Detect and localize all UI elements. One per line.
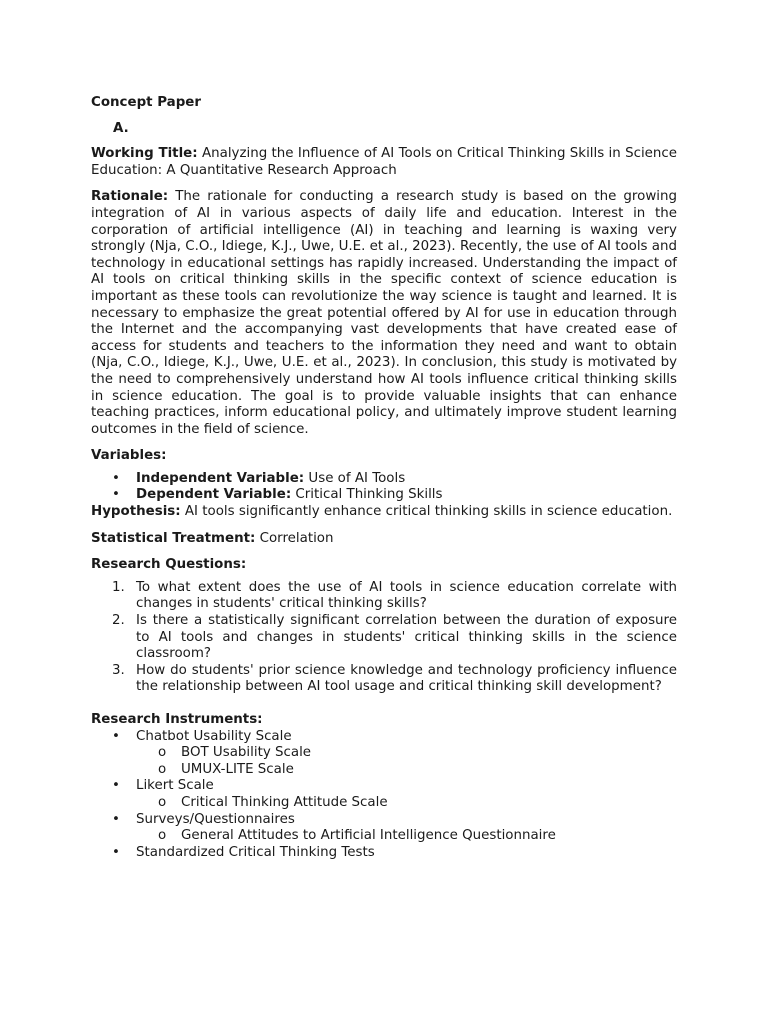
sub-bullet-icon: o	[158, 761, 167, 777]
sub-item-text: General Attitudes to Artificial Intelligence Questionnaire	[181, 828, 556, 844]
bullet-icon: •	[112, 487, 120, 503]
list-item	[91, 471, 677, 488]
variable-label: Dependent Variable:	[136, 487, 292, 503]
list-item	[91, 580, 677, 613]
working-title-paragraph	[91, 146, 677, 179]
list-item	[91, 778, 677, 795]
question-text: How do students' prior science knowledge and technology proficiency influence the relationship between AI tool usage and critical thinking skill development?	[136, 662, 677, 695]
bullet-icon: •	[112, 844, 120, 860]
document-heading: Concept Paper	[91, 95, 201, 110]
rationale-paragraph	[91, 189, 677, 438]
question-number: 3.	[112, 662, 125, 678]
research-instruments-list	[91, 729, 677, 746]
sub-list	[91, 745, 677, 778]
variable-value: Critical Thinking Skills	[291, 487, 443, 503]
sub-bullet-icon: o	[158, 794, 167, 810]
bullet-icon: •	[112, 811, 120, 827]
list-item	[91, 487, 677, 504]
statistical-treatment-paragraph	[91, 531, 677, 548]
bullet-icon: •	[112, 470, 120, 486]
working-title-label: Working Title:	[91, 146, 198, 162]
variables-list	[91, 471, 677, 504]
list-item	[91, 812, 677, 829]
research-questions-list	[91, 580, 677, 696]
question-number: 1.	[112, 579, 125, 595]
sub-item-text: Critical Thinking Attitude Scale	[181, 794, 388, 810]
sub-list-item	[91, 795, 677, 812]
sub-list-item	[91, 745, 677, 762]
research-instruments-list	[91, 778, 677, 795]
bullet-icon: •	[112, 778, 120, 794]
variable-value: Use of AI Tools	[304, 470, 406, 486]
sub-bullet-icon: o	[158, 745, 167, 761]
list-item	[91, 845, 677, 862]
research-instruments-list	[91, 812, 677, 829]
bullet-icon: •	[112, 728, 120, 744]
statistical-treatment-text: Correlation	[255, 530, 334, 546]
working-title-text: Analyzing the Influence of AI Tools on Critical Thinking Skills in Science Education: A Quantitative Research Approach	[91, 146, 678, 178]
rationale-text: The rationale for conducting a research study is based on the growing integration of AI in various aspects of daily life and education. Interest in the corporation of artificial intelligence (AI) in teaching and learning is waxing very strongly (Nja, C.O., Idiege, K.J., Uwe, U.E. et al., 2023). Recently, the use of AI tools and technology in educational settings has rapidly increased. Understanding the impact of AI tools on critical thinking skills in the specific context of science education is important as these tools can revolutionize the way science is taught and learned. It is necessary to emphasize the great potential offered by AI for use in education through the Internet and the accompanying vast developments that have created ease of access for students and teachers to the information they need and want to obtain (Nja, C.O., Idiege, K.J., Uwe, U.E. et al., 2023). In conclusion, this study is motivated by the need to comprehensively understand how AI tools influence critical thinking skills in science education. The goal is to provide valuable insights that can enhance teaching practices, inform educational policy, and ultimately improve student learning outcomes in the field of science.	[91, 189, 677, 437]
list-item	[91, 613, 677, 663]
research-instruments-list	[91, 845, 677, 862]
statistical-treatment-label: Statistical Treatment:	[91, 530, 256, 546]
sub-list	[91, 795, 677, 812]
sub-bullet-icon: o	[158, 828, 167, 844]
sub-list	[91, 828, 677, 845]
research-questions-heading: Research Questions:	[91, 557, 247, 573]
rationale-label: Rationale:	[91, 189, 169, 205]
document-page	[91, 95, 677, 861]
list-item	[91, 663, 677, 696]
instrument-text: Standardized Critical Thinking Tests	[136, 844, 375, 860]
instrument-text: Likert Scale	[136, 778, 214, 794]
instrument-text: Surveys/Questionnaires	[136, 811, 295, 827]
research-instruments-heading: Research Instruments:	[91, 712, 263, 727]
variable-label: Independent Variable:	[136, 470, 305, 486]
list-item	[91, 729, 677, 746]
hypothesis-text: AI tools significantly enhance critical thinking skills in science education.	[180, 504, 673, 520]
instrument-text: Chatbot Usability Scale	[136, 728, 292, 744]
question-text: Is there a statistically significant correlation between the duration of exposure to AI tools and changes in students' critical thinking skills in the science classroom?	[136, 613, 677, 662]
question-number: 2.	[112, 613, 125, 629]
sub-item-text: UMUX-LITE Scale	[181, 761, 294, 777]
question-text: To what extent does the use of AI tools in science education correlate with changes in students' critical thinking skills?	[136, 579, 677, 612]
variables-heading: Variables:	[91, 448, 167, 464]
sub-item-text: BOT Usability Scale	[181, 745, 312, 761]
section-label: A.	[113, 120, 129, 136]
hypothesis-paragraph	[91, 504, 677, 521]
sub-list-item	[91, 828, 677, 845]
hypothesis-label: Hypothesis:	[91, 504, 181, 520]
sub-list-item	[91, 762, 677, 779]
